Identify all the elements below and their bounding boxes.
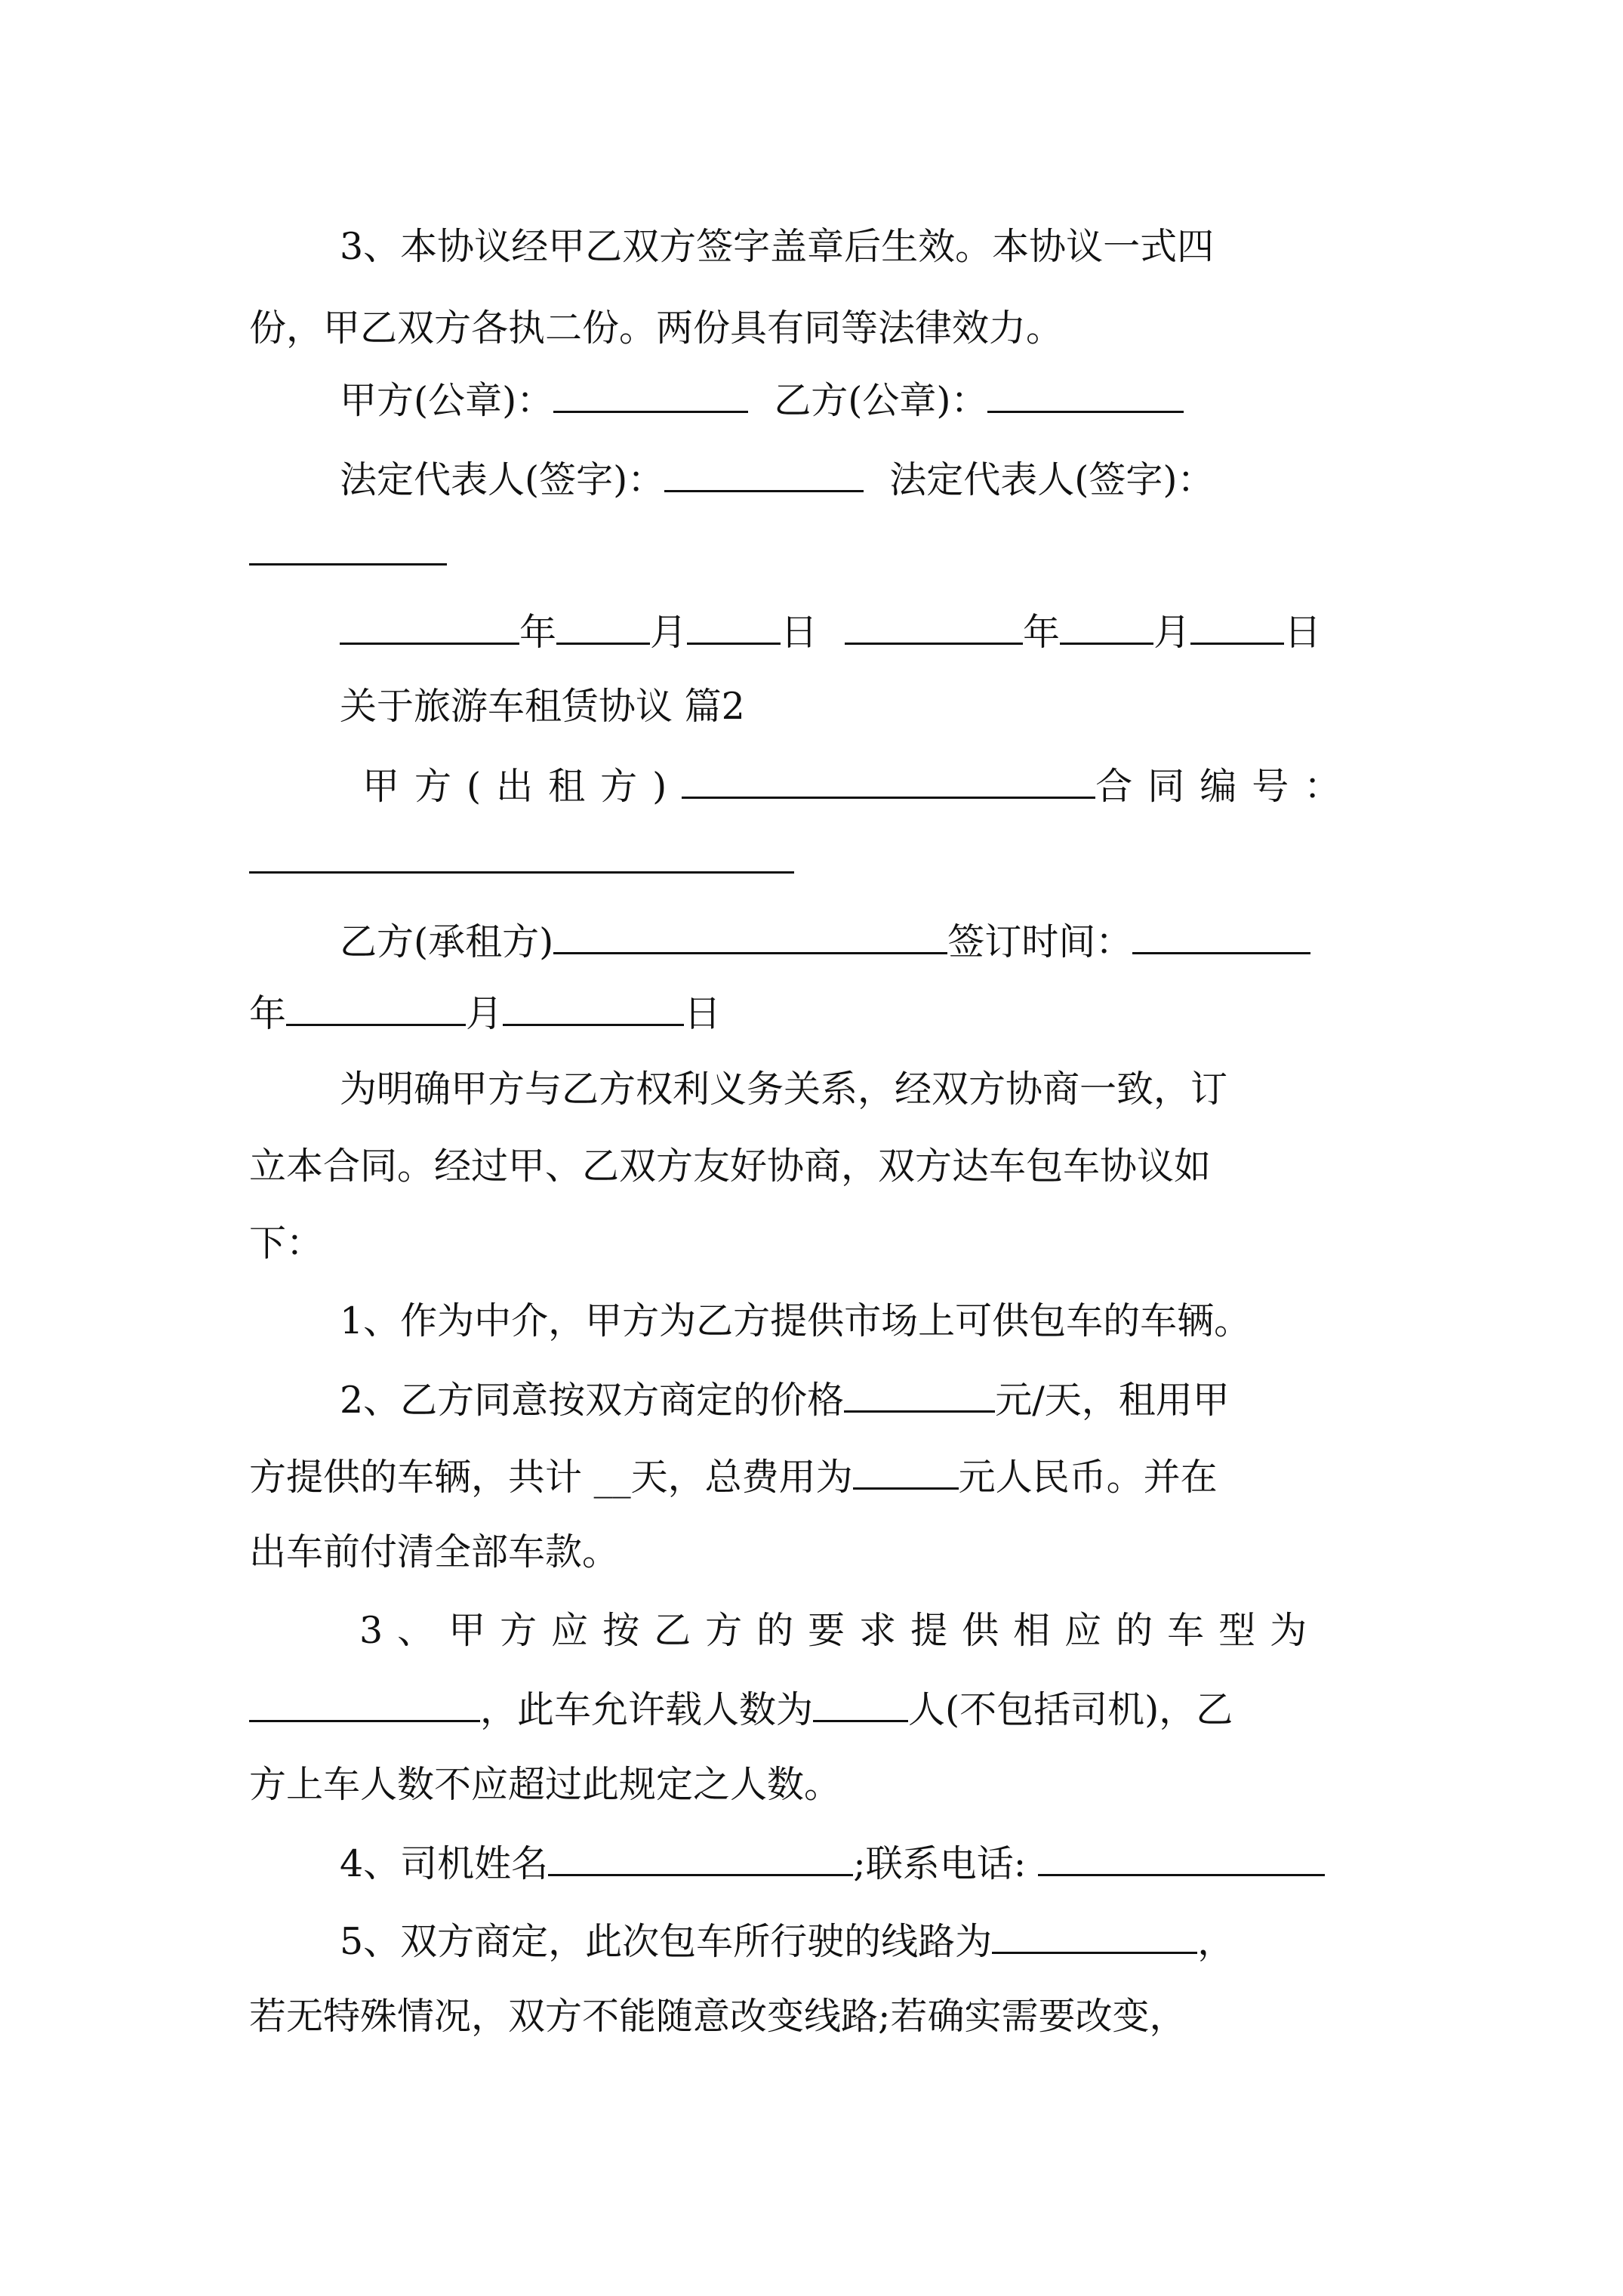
rep-a-label: 法定代表人(签字)： bbox=[340, 458, 665, 501]
seal-line bbox=[340, 376, 1472, 421]
driver-name-blank bbox=[548, 1839, 853, 1876]
lessee-label: 乙方(承租方) bbox=[340, 920, 554, 963]
item-3-line-1: 3、甲方应按乙方的要求提供相应的车型为 bbox=[359, 1609, 1322, 1652]
item-1: 1、作为中介，甲方为乙方提供市场上可供包车的车辆。 bbox=[340, 1299, 1252, 1342]
date-b-month-label: 月 bbox=[1153, 611, 1191, 654]
route-blank bbox=[992, 1917, 1197, 1954]
date-a-year-blank bbox=[340, 608, 519, 645]
item-4 bbox=[340, 1839, 1472, 1885]
date-line bbox=[340, 608, 1472, 653]
lessee-blank bbox=[553, 917, 947, 954]
sign-month-label: 月 bbox=[466, 992, 504, 1035]
item-2-text-a: 2、乙方同意按双方商定的价格 bbox=[340, 1379, 845, 1422]
representative-line bbox=[340, 455, 1472, 501]
sign-time-blank bbox=[1132, 917, 1310, 954]
date-a-day-blank bbox=[687, 608, 781, 645]
lessee-line bbox=[340, 917, 1472, 963]
vehicle-model-blank bbox=[249, 1685, 480, 1722]
item-2-line-1 bbox=[340, 1376, 1472, 1421]
party-a-seal-blank bbox=[553, 376, 748, 413]
item-5-text-a: 5、双方商定，此次包车所行驶的线路为 bbox=[340, 1920, 993, 1963]
clause-3-line-1: 3、本协议经甲乙双方签字盖章后生效。本协议一式四 bbox=[340, 225, 1215, 268]
date-b-year-blank bbox=[845, 608, 1023, 645]
item-3-text-b: ，此车允许载人数为 bbox=[480, 1688, 814, 1731]
item-5-line-2: 若无特殊情况，双方不能随意改变线路;若确实需要改变， bbox=[249, 1995, 1187, 2038]
item-3-line-2 bbox=[249, 1685, 1381, 1730]
sign-day-blank bbox=[503, 989, 684, 1026]
capacity-blank bbox=[813, 1685, 908, 1722]
date-a-year-label: 年 bbox=[519, 611, 557, 654]
item-5-line-1 bbox=[340, 1917, 1472, 1962]
date-a-day-label: 日 bbox=[781, 611, 818, 654]
sign-date-line bbox=[249, 989, 1381, 1034]
item-5-text-b: ， bbox=[1197, 1920, 1235, 1963]
phone-label: ;联系电话: bbox=[853, 1842, 1038, 1885]
phone-blank bbox=[1038, 1839, 1325, 1876]
driver-name-label: 4、司机姓名 bbox=[340, 1842, 549, 1885]
party-b-seal-blank bbox=[987, 376, 1184, 413]
lessor-label: 甲方(出租方) bbox=[362, 765, 682, 808]
lessor-blank bbox=[682, 762, 1095, 799]
item-2-line-3: 出车前付清全部车款。 bbox=[249, 1530, 620, 1573]
rep-b-blank-line bbox=[249, 529, 1381, 574]
rep-a-blank bbox=[664, 455, 864, 492]
intro-line-3: 下： bbox=[249, 1222, 324, 1265]
section-title: 关于旅游车租赁协议 篇2 bbox=[340, 685, 745, 728]
rep-b-label: 法定代表人(签字)： bbox=[889, 458, 1215, 501]
contract-no-blank bbox=[249, 837, 794, 874]
party-a-seal-label: 甲方(公章)： bbox=[340, 379, 554, 422]
date-a-month-blank bbox=[556, 608, 650, 645]
date-b-month-blank bbox=[1060, 608, 1153, 645]
contract-no-label: 合同编号： bbox=[1095, 765, 1357, 808]
item-2-text-d: 元人民币。并在 bbox=[958, 1456, 1218, 1499]
intro-line-1: 为明确甲方与乙方权利义务关系，经双方协商一致，订 bbox=[340, 1068, 1228, 1111]
sign-time-label: 签订时间： bbox=[947, 920, 1133, 963]
price-blank bbox=[844, 1376, 995, 1413]
total-fee-blank bbox=[853, 1453, 959, 1490]
lessor-line bbox=[362, 762, 1495, 807]
contract-no-blank-line bbox=[249, 837, 1381, 882]
item-3-line-3: 方上车人数不应超过此规定之人数。 bbox=[249, 1763, 842, 1806]
intro-line-2: 立本合同。经过甲、乙双方友好协商，双方达车包车协议如 bbox=[249, 1145, 1212, 1188]
sign-day-label: 日 bbox=[684, 992, 722, 1035]
sign-month-blank bbox=[286, 989, 466, 1026]
item-2-text-b: 元/天，租用甲 bbox=[995, 1379, 1230, 1422]
date-b-day-blank bbox=[1190, 608, 1284, 645]
sign-year-label: 年 bbox=[249, 992, 287, 1035]
date-a-month-label: 月 bbox=[650, 611, 688, 654]
date-b-year-label: 年 bbox=[1023, 611, 1061, 654]
date-b-day-label: 日 bbox=[1284, 611, 1322, 654]
item-2-text-c: 方提供的车辆，共计 __天，总费用为 bbox=[249, 1456, 853, 1499]
clause-3-line-2: 份，甲乙双方各执二份。两份具有同等法律效力。 bbox=[249, 307, 1064, 350]
party-b-seal-label: 乙方(公章)： bbox=[774, 379, 988, 422]
rep-b-blank bbox=[249, 529, 447, 566]
item-3-text-c: 人(不包括司机)，乙 bbox=[908, 1688, 1233, 1731]
item-2-line-2 bbox=[249, 1453, 1381, 1498]
